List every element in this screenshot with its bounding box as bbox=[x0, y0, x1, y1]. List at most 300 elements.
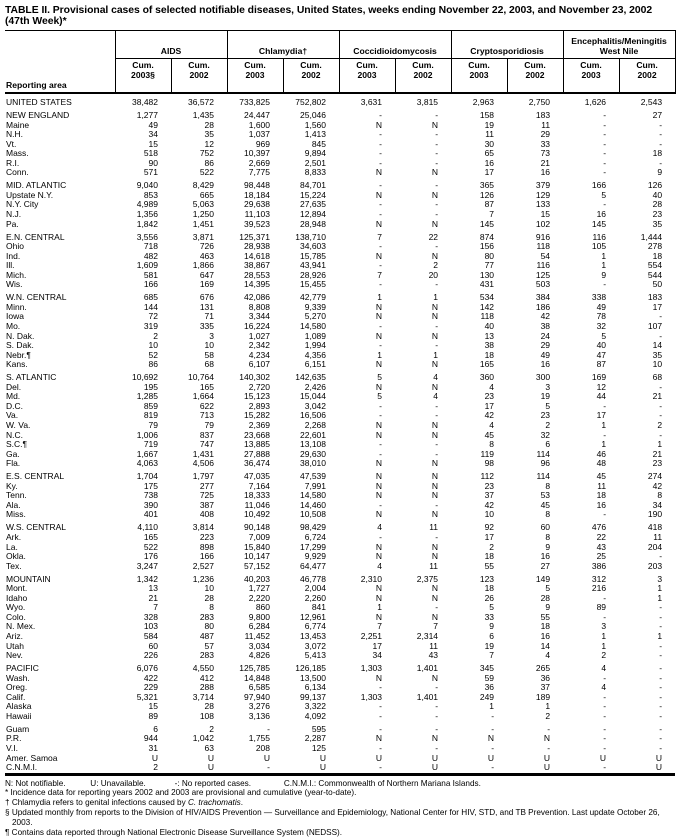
table-row bbox=[5, 603, 675, 613]
cell-value: 18 bbox=[484, 584, 495, 594]
cell-value: - bbox=[435, 500, 439, 510]
cell-value: 1 bbox=[377, 603, 383, 613]
table-row bbox=[5, 651, 675, 661]
cell-value: - bbox=[603, 280, 607, 290]
cell-value: N bbox=[375, 302, 383, 312]
cell-value: 49 bbox=[596, 302, 607, 312]
cell-value: 2,310 bbox=[360, 574, 383, 584]
cell-value: 6,774 bbox=[304, 622, 327, 632]
cell-reporting-area: E.N. CENTRAL bbox=[6, 232, 65, 242]
cell-value: 28 bbox=[540, 593, 551, 603]
cell-reporting-area: Nebr.¶ bbox=[6, 350, 31, 360]
cell-value: - bbox=[659, 382, 663, 392]
cell-value: 116 bbox=[592, 232, 607, 242]
cell-value: 8,833 bbox=[304, 168, 327, 178]
cell-value: 1 bbox=[601, 261, 607, 271]
cell-value: 3 bbox=[545, 382, 551, 392]
cell-value: 20 bbox=[428, 270, 439, 280]
cell-value: - bbox=[435, 139, 439, 149]
table-row bbox=[5, 312, 675, 322]
cell-value: 4,826 bbox=[248, 651, 271, 661]
cell-value: 30 bbox=[484, 139, 495, 149]
cell-reporting-area: Md. bbox=[6, 392, 21, 402]
cell-value: 265 bbox=[535, 664, 551, 674]
cell-value: - bbox=[379, 533, 383, 543]
cell-value: 2 bbox=[657, 421, 663, 430]
table-row bbox=[5, 383, 675, 393]
cell-value: 15 bbox=[148, 702, 158, 712]
cell-value: 33 bbox=[540, 139, 551, 149]
cell-value: 6,284 bbox=[248, 622, 271, 632]
cell-value: 7 bbox=[433, 622, 439, 632]
cell-value: 49 bbox=[148, 120, 158, 130]
cell-value: 622 bbox=[199, 401, 215, 411]
table-row bbox=[5, 191, 675, 201]
cell-value: 2,527 bbox=[192, 561, 215, 571]
cell-value: 2,720 bbox=[248, 382, 271, 392]
cell-value: 11,046 bbox=[244, 500, 271, 510]
cell-value: - bbox=[603, 149, 607, 159]
cell-value: - bbox=[603, 430, 607, 440]
footnote: † Chlamydia refers to genital infections caused by C. trachomatis. bbox=[5, 798, 244, 808]
cell-value: 13,885 bbox=[244, 440, 271, 450]
cell-value: 80 bbox=[204, 622, 215, 632]
cell-value: 16 bbox=[596, 210, 607, 220]
cell-value: 10,508 bbox=[300, 510, 327, 520]
cell-value: 23,668 bbox=[244, 430, 271, 440]
cell-value: N bbox=[375, 510, 383, 520]
table-row bbox=[5, 450, 675, 460]
cell-value: 123 bbox=[479, 574, 495, 584]
cell-value: 11,452 bbox=[244, 631, 271, 641]
cell-value: - bbox=[379, 341, 383, 351]
cell-value: 5 bbox=[377, 392, 383, 402]
cell-value: 431 bbox=[479, 280, 495, 290]
cell-value: 39,523 bbox=[244, 219, 271, 229]
cell-value: 23 bbox=[540, 411, 551, 421]
legend-no-cases: -: No reported cases. bbox=[174, 778, 252, 788]
cell-value: 105 bbox=[591, 242, 607, 252]
cell-value: N bbox=[431, 360, 439, 370]
cell-value: 9,339 bbox=[304, 302, 327, 312]
cell-value: 204 bbox=[647, 542, 663, 552]
cell-value: 14,460 bbox=[300, 500, 327, 510]
cell-value: 1,250 bbox=[192, 210, 215, 220]
cell-value: U bbox=[543, 753, 551, 763]
cell-value: - bbox=[659, 641, 663, 651]
table-row bbox=[5, 421, 675, 431]
cell-value: 35 bbox=[652, 350, 663, 360]
col-header-crypto-2003: Cum. 2003 bbox=[451, 59, 507, 94]
cell-value: 1,356 bbox=[136, 210, 158, 220]
col-header-cocci-2003: Cum. 2003 bbox=[339, 59, 395, 94]
cell-value: 726 bbox=[199, 242, 215, 252]
cell-value: 1 bbox=[657, 440, 663, 450]
cell-value: 142 bbox=[479, 302, 495, 312]
cell-value: 34,603 bbox=[300, 242, 327, 252]
cell-value: N bbox=[375, 491, 383, 501]
cell-value: - bbox=[603, 130, 607, 140]
cell-value: 312 bbox=[591, 574, 607, 584]
cell-reporting-area: UNITED STATES bbox=[6, 97, 72, 107]
cell-value: N bbox=[375, 331, 383, 341]
cell-value: N bbox=[431, 312, 439, 322]
table-row bbox=[5, 725, 675, 735]
cell-value: 2,314 bbox=[416, 631, 439, 641]
cell-value: 676 bbox=[199, 293, 215, 303]
cell-value: U bbox=[207, 763, 215, 773]
cell-value: 713 bbox=[199, 411, 215, 421]
cell-value: 1 bbox=[657, 584, 663, 594]
cell-value: 9,929 bbox=[304, 552, 327, 562]
cell-value: - bbox=[603, 200, 607, 210]
cell-value: - bbox=[435, 711, 439, 721]
group-label: Encephalitis/Meningitis bbox=[571, 36, 667, 46]
cell-value: 15,840 bbox=[244, 542, 271, 552]
cell-reporting-area: Wyo. bbox=[6, 603, 26, 613]
cell-value: 18,184 bbox=[244, 190, 271, 200]
cell-value: 15 bbox=[148, 139, 158, 149]
cell-value: - bbox=[603, 168, 607, 178]
cell-value: - bbox=[659, 673, 663, 683]
cell-value: 28,938 bbox=[244, 242, 271, 252]
cell-value: 4 bbox=[601, 664, 607, 674]
cell-value: 24 bbox=[540, 331, 551, 341]
cell-reporting-area: S. Dak. bbox=[6, 341, 34, 351]
cell-value: 9,894 bbox=[304, 149, 327, 159]
cell-value: 18 bbox=[652, 149, 663, 159]
cell-value: 3 bbox=[657, 574, 663, 584]
cell-reporting-area: Hawaii bbox=[6, 711, 32, 721]
table-row bbox=[5, 341, 675, 351]
cell-value: 10,692 bbox=[132, 373, 158, 383]
cell-value: - bbox=[603, 612, 607, 622]
cell-value: - bbox=[379, 242, 383, 252]
cell-value: 43 bbox=[428, 651, 439, 661]
cell-value: 5,321 bbox=[136, 692, 158, 702]
cell-value: - bbox=[659, 612, 663, 622]
cell-value: 42 bbox=[540, 312, 551, 322]
cell-value: 169 bbox=[199, 280, 215, 290]
cell-value: U bbox=[207, 753, 215, 763]
cell-value: 2 bbox=[433, 261, 439, 271]
cell-value: 5 bbox=[601, 331, 607, 341]
table-row bbox=[5, 140, 675, 150]
table-row bbox=[5, 510, 675, 520]
cell-value: 581 bbox=[143, 270, 158, 280]
table-row bbox=[5, 233, 675, 243]
cell-value: 3,714 bbox=[192, 692, 215, 702]
cell-value: - bbox=[379, 724, 383, 734]
cell-reporting-area: MOUNTAIN bbox=[6, 574, 51, 584]
cell-value: 752,802 bbox=[295, 97, 327, 107]
cell-value: 10 bbox=[148, 341, 158, 351]
table-row bbox=[5, 440, 675, 450]
cell-value: 319 bbox=[143, 322, 158, 332]
cell-value: 11 bbox=[429, 523, 439, 533]
cell-value: 360 bbox=[479, 373, 495, 383]
legend-not-notifiable: N: Not notifiable. bbox=[5, 778, 66, 788]
reporting-area-header: Reporting area bbox=[5, 31, 115, 94]
table-row bbox=[5, 242, 675, 252]
cell-value: 387 bbox=[199, 500, 215, 510]
cell-value: - bbox=[435, 603, 439, 613]
cell-value: - bbox=[435, 533, 439, 543]
cell-value: 522 bbox=[199, 168, 215, 178]
cell-value: 503 bbox=[535, 280, 551, 290]
cell-value: 2,268 bbox=[304, 421, 327, 430]
cell-value: 57,152 bbox=[244, 561, 271, 571]
cell-value: - bbox=[379, 111, 383, 121]
table-row bbox=[5, 149, 675, 159]
cell-value: N bbox=[375, 593, 383, 603]
cell-value: 18 bbox=[484, 552, 495, 562]
cell-value: - bbox=[659, 411, 663, 421]
cell-value: N bbox=[431, 593, 439, 603]
table-row bbox=[5, 683, 675, 693]
cell-value: 36 bbox=[540, 673, 551, 683]
cell-reporting-area: PACIFIC bbox=[6, 664, 39, 674]
cell-value: 58 bbox=[204, 350, 215, 360]
table-row bbox=[5, 200, 675, 210]
cell-value: 92 bbox=[484, 523, 495, 533]
cell-value: 1 bbox=[433, 350, 439, 360]
cell-value: N bbox=[375, 612, 383, 622]
cell-reporting-area: Minn. bbox=[6, 302, 27, 312]
cell-value: 1,342 bbox=[136, 574, 158, 584]
cell-value: 6,724 bbox=[304, 533, 327, 543]
cell-value: 72 bbox=[148, 312, 158, 322]
cell-value: - bbox=[491, 744, 495, 753]
cell-value: N bbox=[431, 472, 439, 482]
table-row bbox=[5, 712, 675, 722]
cell-value: 18 bbox=[484, 350, 495, 360]
cell-value: 4 bbox=[545, 651, 551, 661]
cell-value: 149 bbox=[535, 574, 551, 584]
cell-value: 7 bbox=[377, 232, 383, 242]
cell-value: 1,600 bbox=[248, 120, 271, 130]
col-header-wnv-2003: Cum. 2003 bbox=[563, 59, 619, 94]
cell-reporting-area: Ind. bbox=[6, 251, 21, 261]
cell-value: - bbox=[435, 401, 439, 411]
cell-value: U bbox=[319, 753, 327, 763]
cell-value: 1,444 bbox=[640, 232, 663, 242]
cell-value: 38 bbox=[484, 341, 495, 351]
cell-value: 45 bbox=[540, 500, 551, 510]
cell-value: 17 bbox=[484, 533, 495, 543]
cell-value: 29 bbox=[540, 341, 551, 351]
cell-value: - bbox=[435, 440, 439, 450]
cell-value: 916 bbox=[535, 232, 551, 242]
table-row bbox=[5, 472, 675, 482]
cell-value: - bbox=[603, 673, 607, 683]
cell-value: 29 bbox=[540, 130, 551, 140]
cell-reporting-area: Guam bbox=[6, 724, 30, 734]
cell-value: 2,750 bbox=[528, 97, 551, 107]
table-row bbox=[5, 552, 675, 562]
cell-reporting-area: Upstate N.Y. bbox=[6, 190, 54, 200]
cell-value: 17 bbox=[484, 401, 495, 411]
cell-value: 5,063 bbox=[192, 200, 215, 210]
cell-value: 26 bbox=[484, 593, 495, 603]
cell-value: - bbox=[659, 401, 663, 411]
cell-value: 300 bbox=[535, 373, 551, 383]
cell-value: 1 bbox=[489, 702, 495, 712]
cell-value: 98 bbox=[484, 459, 495, 469]
col-header-aids-2002: Cum. 2002 bbox=[171, 59, 227, 94]
cell-value: 16 bbox=[540, 168, 551, 178]
cell-value: 1 bbox=[377, 350, 383, 360]
cell-value: - bbox=[659, 430, 663, 440]
cell-value: 3 bbox=[601, 622, 607, 632]
cell-value: - bbox=[659, 120, 663, 130]
cell-value: 365 bbox=[479, 181, 495, 191]
cell-value: 1,451 bbox=[192, 219, 215, 229]
cell-value: 969 bbox=[255, 139, 271, 149]
cell-value: U bbox=[431, 753, 439, 763]
cell-value: - bbox=[267, 724, 271, 734]
cell-value: 1,303 bbox=[360, 692, 383, 702]
cell-value: 837 bbox=[199, 430, 215, 440]
cell-value: 719 bbox=[143, 440, 158, 450]
cell-value: - bbox=[379, 149, 383, 159]
cell-value: 59 bbox=[484, 673, 495, 683]
cell-value: 2,342 bbox=[248, 341, 271, 351]
cell-value: 1,401 bbox=[416, 664, 439, 674]
cell-value: 17,299 bbox=[300, 542, 327, 552]
cell-value: 1,866 bbox=[192, 261, 215, 271]
cell-value: 34 bbox=[652, 500, 663, 510]
cell-value: 33 bbox=[484, 612, 495, 622]
cell-value: 15 bbox=[540, 210, 551, 220]
cell-value: 60 bbox=[148, 641, 158, 651]
cell-value: 28 bbox=[652, 200, 663, 210]
cell-value: 1,027 bbox=[248, 331, 271, 341]
cell-reporting-area: W.S. CENTRAL bbox=[6, 523, 66, 533]
cell-value: N bbox=[431, 612, 439, 622]
table-row bbox=[5, 392, 675, 402]
cell-value: - bbox=[603, 158, 607, 168]
table-row bbox=[5, 303, 675, 313]
cell-value: 46 bbox=[596, 449, 607, 459]
cell-value: 77 bbox=[484, 261, 495, 271]
cell-value: 55 bbox=[540, 612, 551, 622]
table-row bbox=[5, 693, 675, 703]
cell-value: 338 bbox=[591, 293, 607, 303]
cell-value: - bbox=[603, 734, 607, 744]
cell-value: 133 bbox=[535, 200, 551, 210]
cell-value: 208 bbox=[255, 744, 271, 753]
cell-value: 165 bbox=[199, 382, 215, 392]
cell-value: 29,638 bbox=[244, 200, 271, 210]
cell-reporting-area: Wash. bbox=[6, 673, 30, 683]
cell-value: 99,137 bbox=[300, 692, 327, 702]
cell-value: - bbox=[659, 692, 663, 702]
cell-value: 129 bbox=[535, 190, 551, 200]
cell-value: 1,664 bbox=[192, 392, 215, 402]
cell-value: - bbox=[379, 702, 383, 712]
footnotes-section bbox=[5, 779, 679, 837]
cell-reporting-area: Vt. bbox=[6, 139, 17, 149]
table-row bbox=[5, 613, 675, 623]
cell-value: 68 bbox=[652, 373, 663, 383]
cell-value: 14,580 bbox=[300, 322, 327, 332]
cell-value: 1 bbox=[545, 702, 551, 712]
cell-value: - bbox=[603, 711, 607, 721]
cell-value: 1 bbox=[657, 593, 663, 603]
cell-value: 418 bbox=[647, 523, 663, 533]
cell-value: 46,778 bbox=[300, 574, 327, 584]
cell-value: - bbox=[435, 322, 439, 332]
cell-value: N bbox=[375, 673, 383, 683]
cell-value: 28,948 bbox=[300, 219, 327, 229]
cell-reporting-area: Tenn. bbox=[6, 491, 27, 501]
cell-value: 8 bbox=[209, 603, 215, 613]
cell-value: 4 bbox=[377, 561, 383, 571]
cell-value: 2 bbox=[209, 724, 215, 734]
cell-value: 7,164 bbox=[248, 481, 271, 491]
cell-value: 27,635 bbox=[300, 200, 327, 210]
table-row bbox=[5, 459, 675, 469]
group-label: Coccidioidomycosis bbox=[353, 45, 437, 56]
cell-reporting-area: Iowa bbox=[6, 312, 24, 322]
cell-value: 1,037 bbox=[248, 130, 271, 140]
cell-value: 116 bbox=[536, 261, 551, 271]
cell-value: 89 bbox=[148, 711, 158, 721]
cell-value: 1,435 bbox=[192, 111, 215, 121]
cell-value: 3,034 bbox=[248, 641, 271, 651]
cell-value: 119 bbox=[480, 449, 495, 459]
cell-value: 9,040 bbox=[136, 181, 158, 191]
cell-value: 145 bbox=[591, 219, 607, 229]
legend-cnmi: C.N.M.I.: Commonwealth of Northern Mariana Islands. bbox=[283, 778, 481, 788]
cell-value: N bbox=[375, 219, 383, 229]
cell-value: - bbox=[435, 149, 439, 159]
table-row bbox=[5, 523, 675, 533]
cell-value: - bbox=[379, 261, 383, 271]
table-row bbox=[5, 121, 675, 131]
table-row bbox=[5, 332, 675, 342]
cell-reporting-area: La. bbox=[6, 542, 18, 552]
cell-value: 3,247 bbox=[136, 561, 158, 571]
cell-value: 17 bbox=[596, 411, 607, 421]
cell-value: - bbox=[491, 711, 495, 721]
cell-value: 8 bbox=[545, 481, 551, 491]
cell-value: N bbox=[431, 430, 439, 440]
cell-value: 21 bbox=[540, 158, 551, 168]
cell-value: 1,626 bbox=[584, 97, 607, 107]
cell-value: 140,302 bbox=[239, 373, 271, 383]
cell-value: U bbox=[599, 753, 607, 763]
cell-value: 665 bbox=[199, 190, 215, 200]
cell-value: 165 bbox=[143, 533, 158, 543]
cell-value: 11,103 bbox=[244, 210, 271, 220]
cell-value: N bbox=[375, 481, 383, 491]
cell-value: 12,961 bbox=[300, 612, 327, 622]
cell-value: - bbox=[603, 401, 607, 411]
cell-value: 226 bbox=[143, 651, 158, 661]
cell-value: - bbox=[659, 724, 663, 734]
cell-value: 6 bbox=[545, 440, 551, 450]
cell-value: N bbox=[375, 168, 383, 178]
cell-value: U bbox=[263, 753, 271, 763]
cell-value: 2,369 bbox=[248, 421, 271, 430]
cell-value: 5,413 bbox=[304, 651, 327, 661]
table-row bbox=[5, 744, 675, 754]
cell-value: - bbox=[379, 763, 383, 773]
cell-value: N bbox=[375, 312, 383, 322]
cell-value: 6,107 bbox=[248, 360, 271, 370]
